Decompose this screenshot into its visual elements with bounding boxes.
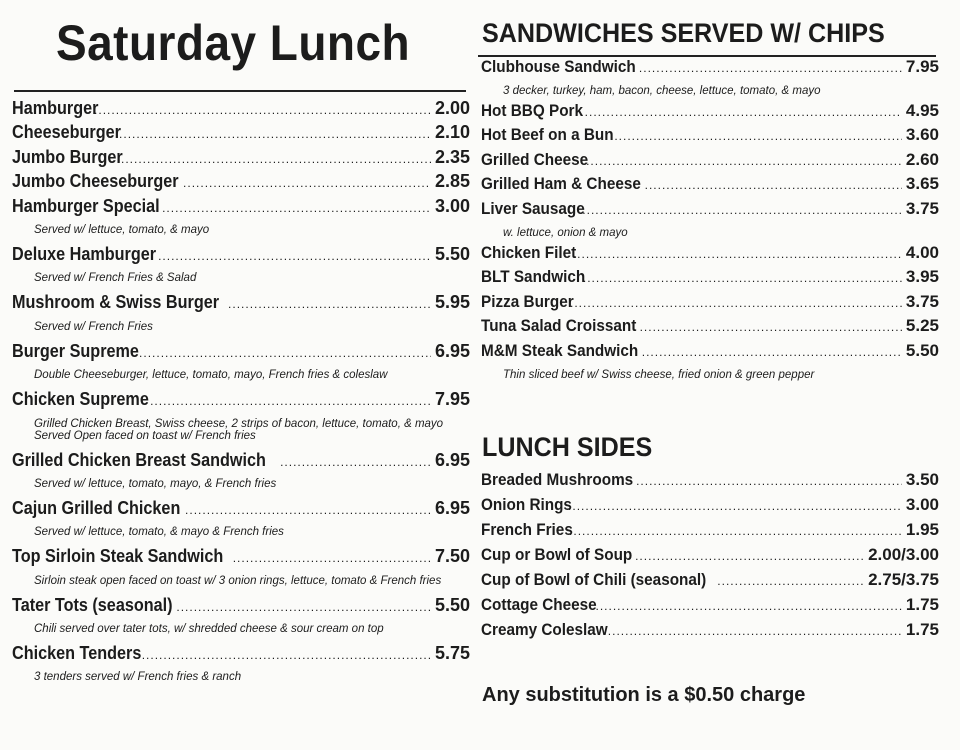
item-name: Breaded Mushrooms (481, 470, 634, 489)
description-line: 3 tenders served w/ French fries & ranch (34, 671, 242, 684)
item-name: French Fries (481, 520, 573, 539)
item-description (12, 474, 470, 498)
item-price: 5.50 (905, 340, 939, 360)
item-name: Chicken Filet (481, 242, 577, 262)
description-line: Served Open faced on toast w/ French fries (34, 429, 256, 442)
menu-item-row (481, 316, 939, 341)
item-description: 3 decker, turkey, ham, bacon, cheese, lettuce, tomato, & mayo (503, 84, 821, 97)
item-name: Onion Rings (481, 495, 572, 514)
menu-item-row (481, 620, 939, 645)
lunch-items-list (12, 98, 470, 691)
dot-leader (176, 600, 431, 614)
sandwiches-heading: SANDWICHES SERVED W/ CHIPS (482, 18, 885, 48)
dot-leader (636, 474, 902, 488)
menu-item-row (12, 122, 470, 146)
description-line: Grilled Chicken Breast, Swiss cheese, 2 strips of bacon, lettuce, tomato, & mayo (34, 417, 444, 430)
item-description (12, 268, 470, 292)
item-description: w. lettuce, onion & mayo (503, 226, 628, 239)
item-name: Jumbo Burger (12, 146, 123, 167)
item-name: Cajun Grilled Chicken (12, 497, 181, 518)
dot-leader (121, 152, 431, 166)
dot-leader (162, 201, 431, 215)
item-name: Grilled Cheese (481, 149, 589, 169)
menu-item-row (12, 498, 470, 522)
menu-item-row (12, 546, 470, 570)
dot-leader (228, 297, 431, 311)
menu-item-row (481, 341, 939, 366)
item-price: 3.60 (905, 125, 939, 145)
description-line: Sirloin steak open faced on toast w/ 3 onion rings, lettuce, tomato & French fries (34, 574, 442, 587)
menu-item-row (481, 243, 939, 268)
item-price: 1.75 (905, 620, 939, 639)
item-price: 3.75 (905, 291, 939, 311)
menu-item-row (481, 267, 939, 292)
menu-item-row (481, 495, 939, 520)
dot-leader (583, 271, 902, 285)
item-price: 2.75/3.75 (868, 570, 939, 589)
menu-item-row (481, 125, 939, 150)
dot-leader (568, 499, 902, 513)
item-price: 2.60 (905, 149, 939, 169)
dot-leader (185, 503, 431, 517)
item-name: Hot BBQ Pork (481, 100, 584, 120)
item-name: Top Sirloin Steak Sandwich (12, 546, 224, 567)
description-line: Chili served over tater tots, w/ shredded cheese & sour cream on top (34, 623, 384, 636)
item-price: 3.00 (905, 495, 939, 514)
item-name: Grilled Chicken Breast Sandwich (12, 449, 266, 470)
sandwiches-list (481, 57, 939, 385)
item-name: Cottage Cheese (481, 595, 597, 614)
item-price: 2.35 (434, 146, 470, 167)
dot-leader (586, 154, 902, 168)
item-description (12, 317, 470, 341)
dot-leader (573, 247, 902, 261)
menu-item-row (12, 450, 470, 474)
item-price: 7.50 (434, 546, 470, 567)
item-price: 1.75 (905, 595, 939, 614)
menu-item-row (12, 98, 470, 122)
dot-leader (280, 455, 431, 469)
menu-item-row (12, 171, 470, 195)
menu-item-row (12, 595, 470, 619)
dot-leader (642, 345, 902, 359)
dot-leader (595, 599, 901, 613)
item-description (12, 522, 470, 546)
dot-leader (582, 203, 902, 217)
item-description (12, 667, 470, 691)
description-line: Served w/ lettuce, tomato, & mayo (34, 223, 210, 236)
menu-item-row (12, 643, 470, 667)
item-description (12, 414, 470, 450)
item-price: 5.95 (434, 292, 470, 313)
menu-item-row (481, 570, 939, 595)
item-name: BLT Sandwich (481, 267, 586, 287)
menu-item-row (12, 196, 470, 220)
menu-item-row (481, 150, 939, 175)
dot-leader (150, 394, 431, 408)
item-name: Tater Tots (seasonal) (12, 594, 173, 615)
item-description (12, 619, 470, 643)
item-name: Deluxe Hamburger (12, 243, 157, 264)
dot-leader (614, 129, 902, 143)
item-name: Liver Sausage (481, 198, 585, 218)
item-price: 6.95 (434, 497, 470, 518)
item-price: 2.00 (434, 98, 470, 118)
item-description: Thin sliced beef w/ Swiss cheese, fried onion & green pepper (503, 368, 815, 381)
dot-leader (717, 574, 864, 588)
dot-leader (158, 249, 431, 263)
menu-item-row (481, 545, 939, 570)
dot-leader (635, 549, 864, 563)
item-name: Chicken Supreme (12, 389, 149, 410)
dot-leader (639, 61, 902, 75)
item-price: 3.95 (905, 267, 939, 287)
item-price: 3.00 (434, 195, 470, 216)
item-description (12, 365, 470, 389)
dot-leader (183, 176, 431, 190)
item-price: 5.50 (434, 594, 470, 615)
item-name: Jumbo Cheeseburger (12, 171, 179, 192)
item-price: 5.25 (905, 316, 939, 336)
description-line: Served w/ French Fries (34, 320, 153, 333)
dot-leader (640, 320, 902, 334)
dot-leader (139, 346, 431, 360)
item-name: Pizza Burger (481, 291, 574, 311)
item-price: 6.95 (434, 340, 470, 361)
item-name: Mushroom & Swiss Burger (12, 292, 220, 313)
menu-item-row (12, 341, 470, 365)
item-price: 5.75 (434, 643, 470, 664)
item-name: Chicken Tenders (12, 643, 142, 664)
item-name: Creamy Coleslaw (481, 620, 608, 639)
item-name: M&M Steak Sandwich (481, 340, 639, 360)
description-line: Served w/ lettuce, tomato, & mayo & French fries (34, 526, 284, 539)
dot-leader (119, 127, 431, 141)
menu-item-row (481, 292, 939, 317)
item-price: 7.95 (905, 57, 939, 76)
menu-item-row (481, 595, 939, 620)
sides-heading: LUNCH SIDES (482, 432, 653, 462)
item-name: Grilled Ham & Cheese (481, 174, 641, 194)
menu-item-row (12, 244, 470, 268)
menu-item-row (481, 174, 939, 199)
dot-leader (570, 296, 902, 310)
item-name: Cup of Bowl of Chili (seasonal) (481, 570, 707, 589)
menu-item-row (481, 101, 939, 126)
item-price: 5.50 (434, 243, 470, 264)
item-price: 2.85 (434, 171, 470, 192)
sides-list (481, 470, 939, 645)
item-price: 4.00 (905, 242, 939, 262)
menu-title: Saturday Lunch (56, 15, 411, 71)
item-name: Hot Beef on a Bun (481, 125, 614, 145)
item-price: 2.10 (434, 122, 470, 143)
item-price: 1.95 (905, 520, 939, 539)
item-price: 3.75 (905, 198, 939, 218)
menu-item-row (12, 147, 470, 171)
dot-leader (608, 624, 902, 638)
title-divider (14, 90, 466, 92)
menu-item-row (481, 57, 939, 82)
item-name: Hamburger Special (12, 195, 160, 216)
dot-leader (569, 524, 902, 538)
dot-leader (94, 103, 431, 117)
item-name: Cheeseburger (12, 122, 121, 143)
description-line: Served w/ French Fries & Salad (34, 272, 197, 285)
item-description (12, 220, 470, 244)
dot-leader (580, 105, 902, 119)
menu-item-row (481, 470, 939, 495)
item-price: 3.65 (905, 174, 939, 194)
item-price: 7.95 (434, 389, 470, 410)
item-description (12, 571, 470, 595)
dot-leader (645, 178, 902, 192)
menu-item-row (481, 199, 939, 224)
description-line: Double Cheeseburger, lettuce, tomato, mayo, French fries & coleslaw (34, 369, 388, 382)
item-name: Cup or Bowl of Soup (481, 545, 633, 564)
description-line: Served w/ lettuce, tomato, mayo, & French fries (34, 477, 277, 490)
item-name: Burger Supreme (12, 340, 139, 361)
menu-item-row (481, 520, 939, 545)
item-name: Hamburger (12, 98, 99, 118)
substitution-note: Any substitution is a $0.50 charge (482, 684, 806, 706)
item-name: Tuna Salad Croissant (481, 316, 637, 336)
menu-item-row (12, 389, 470, 413)
item-price: 2.00/3.00 (868, 545, 939, 564)
menu-item-row (12, 292, 470, 316)
item-price: 3.50 (905, 470, 939, 489)
item-price: 6.95 (434, 449, 470, 470)
dot-leader (142, 648, 431, 662)
dot-leader (233, 551, 431, 565)
item-name: Clubhouse Sandwich (481, 57, 636, 76)
item-price: 4.95 (905, 100, 939, 120)
